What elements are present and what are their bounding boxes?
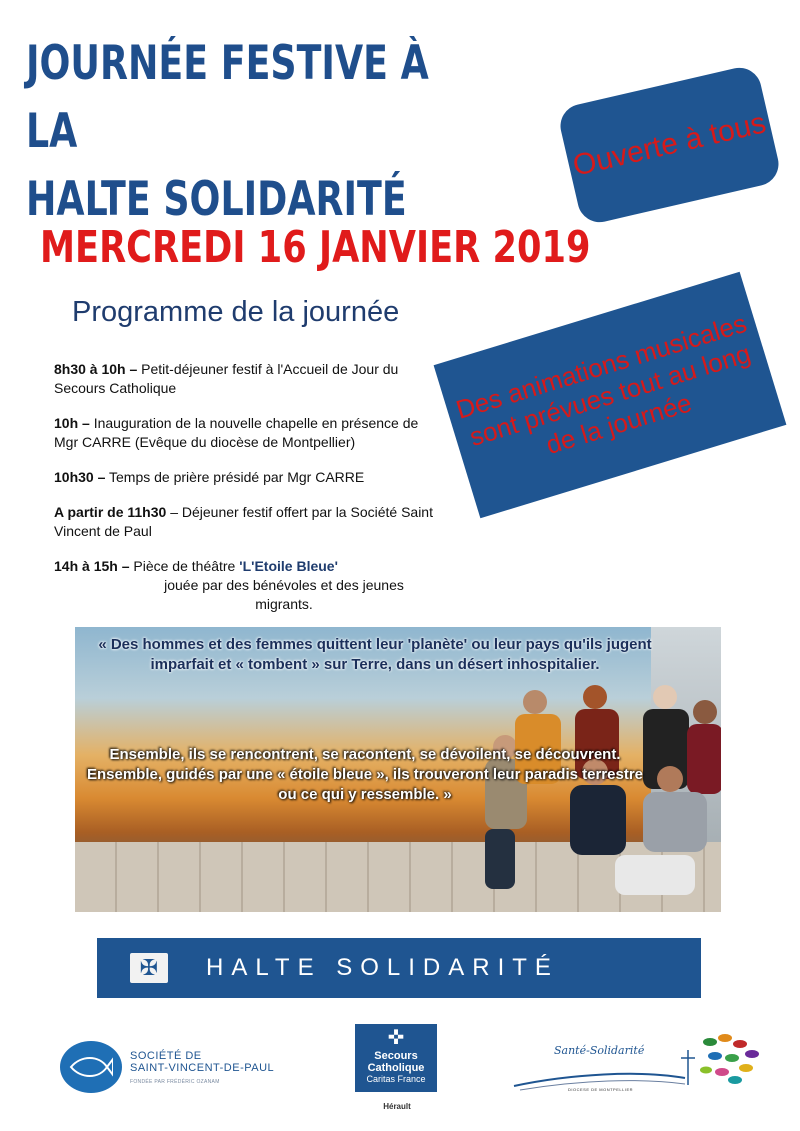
schedule-time: 10h – — [54, 415, 90, 431]
schedule-item-play — [54, 557, 444, 614]
play-description: jouée par des bénévoles et des jeunes migrants. — [164, 577, 404, 612]
sc-line-2: Catholique — [367, 1062, 425, 1074]
fish-icon — [60, 1041, 122, 1093]
ssvp-line-2: SAINT-VINCENT-DE-PAUL — [130, 1062, 275, 1074]
event-date: MERCREDI 16 JANVIER 2019 — [40, 222, 591, 273]
ssvp-tagline: FONDÉE PAR FRÉDÉRIC OZANAM — [130, 1079, 220, 1085]
poster-title — [26, 30, 473, 234]
halte-bar-label: HALTE SOLIDARITÉ — [206, 954, 559, 981]
title-line-2: HALTE SOLIDARITÉ — [26, 172, 407, 227]
schedule-text: – Déjeuner festif offert par la Société Saint Vincent de Paul — [54, 504, 433, 539]
theatre-photo — [75, 627, 721, 912]
photo-quote-bottom: Ensemble, ils se rencontrent, se racontent, se dévoilent, se découvrent. Ensemble, guidés par une « étoile bleue », ils trouveront leur paradis terrestre ou ce qui y ressemble. » — [86, 746, 643, 803]
tree-logo-icon — [510, 1030, 770, 1100]
schedule-time: 14h à 15h – — [54, 558, 130, 574]
schedule-time: A partir de 11h30 — [54, 504, 167, 520]
schedule-time: 10h30 – — [54, 469, 106, 485]
badge-open-to-all — [556, 63, 783, 226]
ssvp-line-1: SOCIÉTÉ DE — [130, 1050, 202, 1062]
cross-icon: ✠ — [130, 953, 168, 983]
schedule-time: 8h30 à 10h – — [54, 361, 138, 377]
schedule-text: Inauguration de la nouvelle chapelle en présence de Mgr CARRE (Evêque du diocèse de Montpellier) — [54, 415, 419, 450]
schedule-text: Temps de prière présidé par Mgr CARRE — [105, 469, 365, 485]
fish-symbol-icon — [69, 1055, 113, 1079]
sante-name: Santé-Solidarité — [554, 1044, 645, 1057]
leaf-cluster — [700, 1034, 759, 1084]
sc-region: Hérault — [383, 1102, 411, 1111]
play-title: 'L'Etoile Bleue' — [239, 558, 338, 574]
logo-secours-catholique — [355, 1024, 437, 1092]
schedule-item — [54, 468, 444, 487]
logo-ssvp — [60, 1038, 300, 1098]
ssvp-text — [130, 1050, 274, 1088]
schedule-text: Petit-déjeuner festif à l'Accueil de Jour du Secours Catholique — [54, 361, 399, 396]
badge-open-text: Ouverte à tous — [569, 106, 769, 183]
schedule-item — [54, 414, 444, 452]
cross-icon: ✜ — [387, 1027, 405, 1049]
sante-sub: DIOCESE DE MONTPELLIER — [568, 1087, 634, 1092]
program-title: Programme de la journée — [72, 296, 400, 328]
schedule-text: Pièce de théâtre — [129, 558, 240, 574]
photo-quote-top: « Des hommes et des femmes quittent leur 'planète' ou leur pays qu'ils jugent imparfait et « tombent » sur Terre, dans un désert inhospitalier. — [98, 636, 652, 673]
animations-banner — [434, 272, 787, 519]
logo-sante-solidarite — [510, 1030, 770, 1100]
sc-line-3: Caritas France — [366, 1074, 426, 1084]
title-line-1: JOURNÉE FESTIVE À LA — [26, 36, 429, 159]
schedule-item — [54, 503, 444, 541]
halte-solidarite-bar — [97, 938, 701, 998]
sc-line-1: Secours — [374, 1050, 418, 1062]
animations-banner-text: Des animations musicales sont prévues tout au long de la journée — [452, 307, 754, 461]
schedule-item — [54, 360, 444, 398]
schedule-list — [54, 360, 444, 630]
